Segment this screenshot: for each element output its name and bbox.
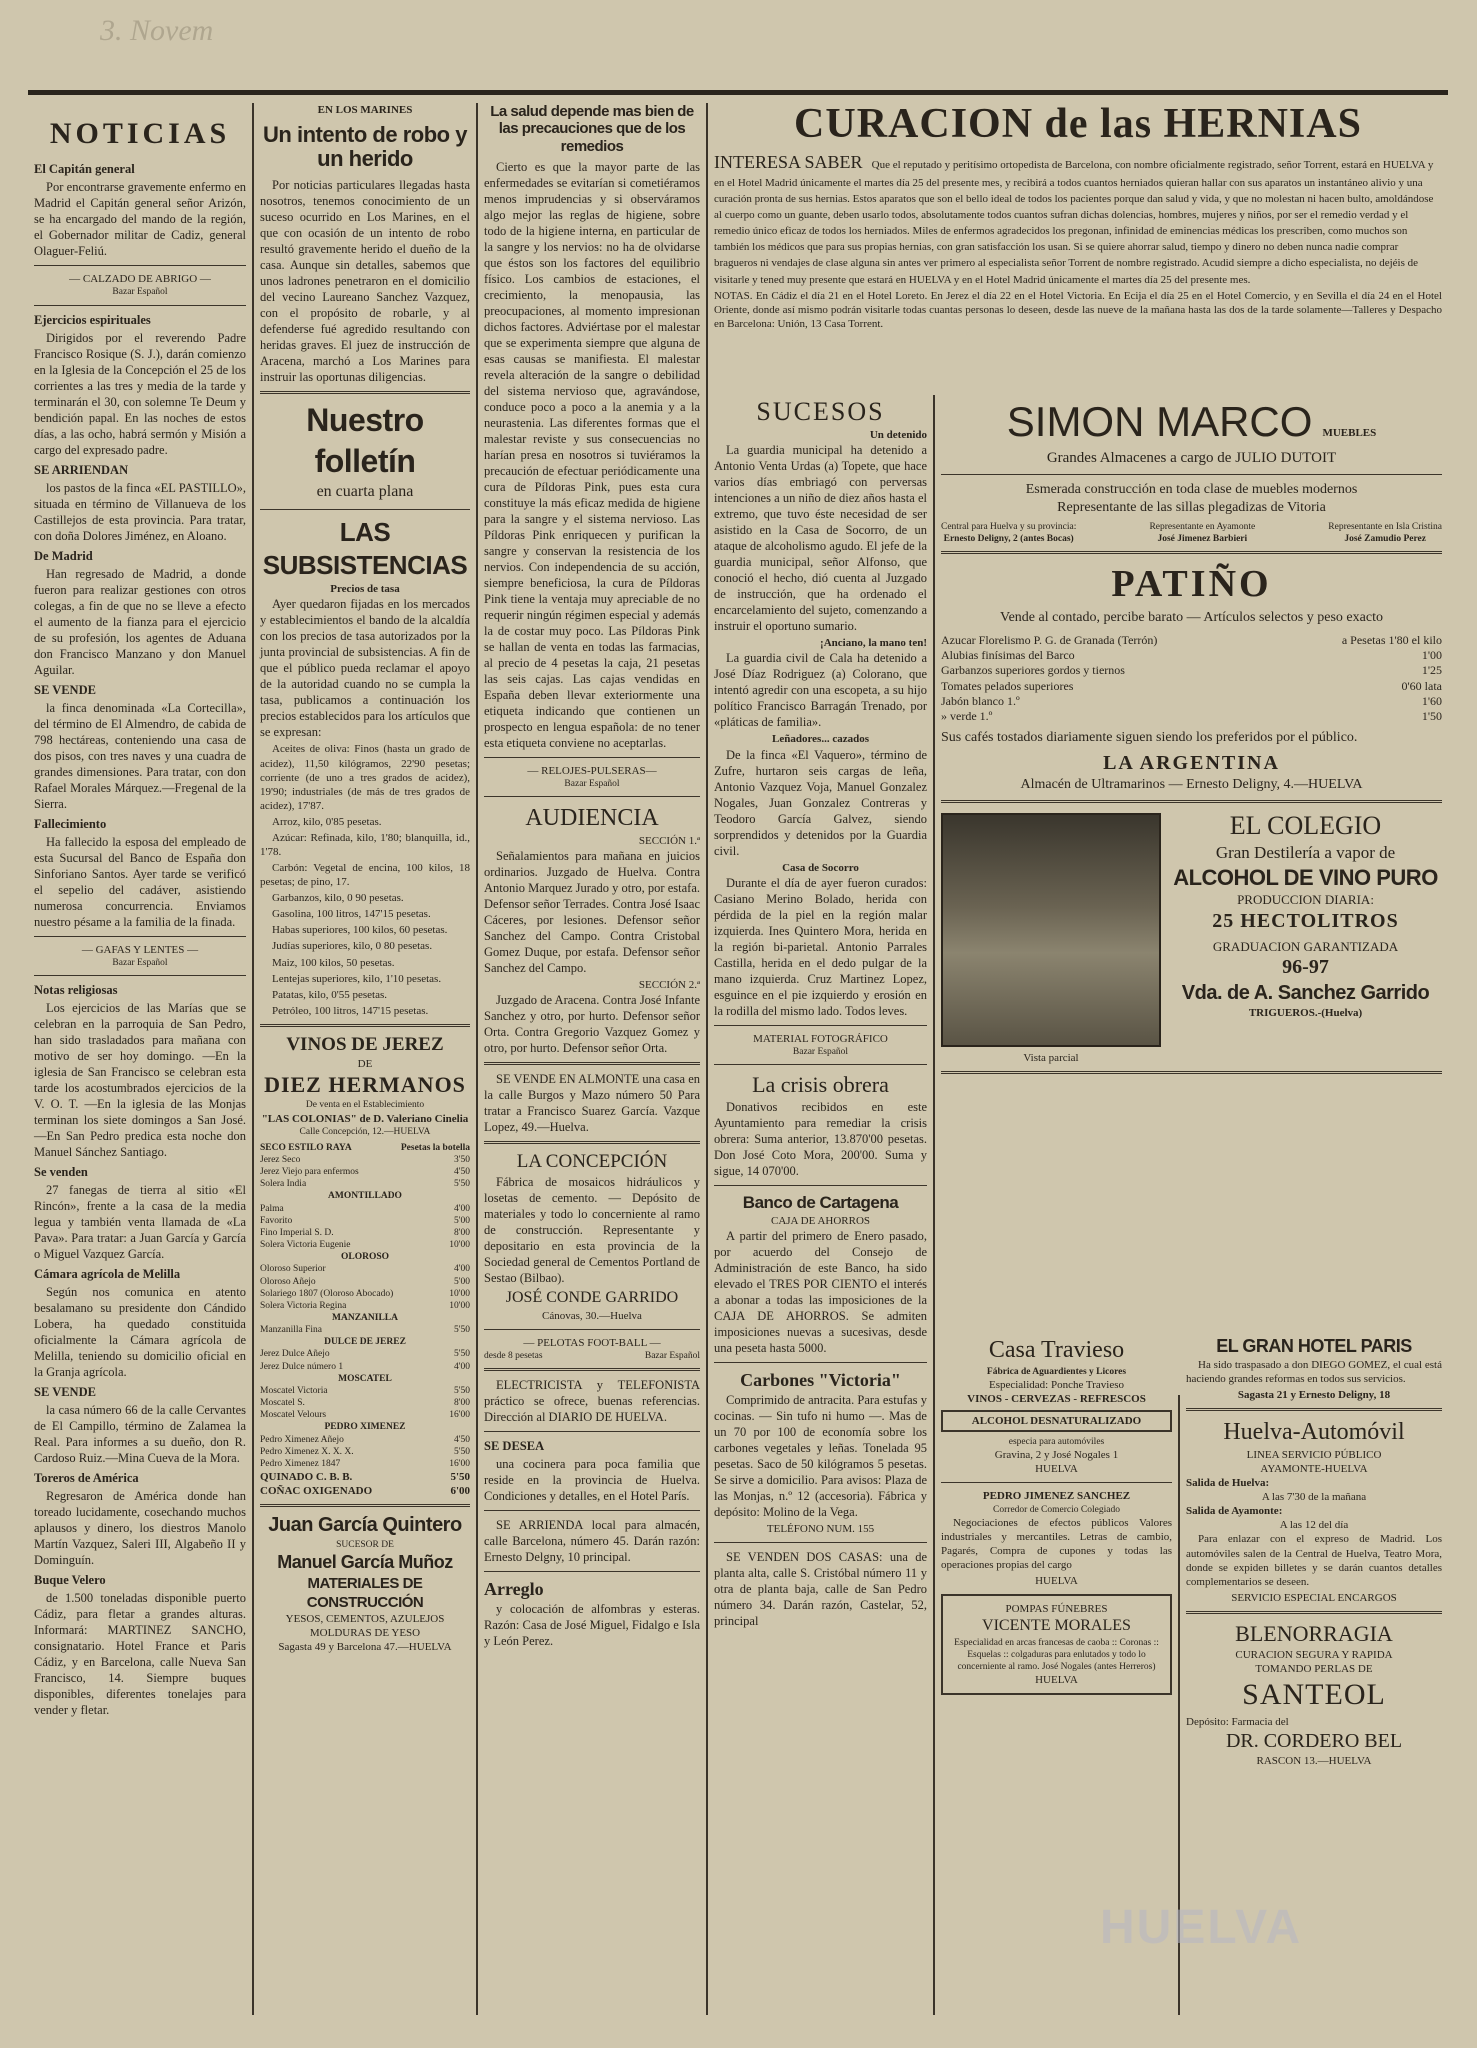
vinos-row xyxy=(260,1166,470,1178)
simon-c2h: Representante en Ayamonte xyxy=(1149,521,1256,532)
vinos-group: PEDRO XIMENEZ xyxy=(324,1422,406,1433)
patino-row xyxy=(941,663,1442,678)
casas-ad: SE VENDEN DOS CASAS: una de planta alta, calle S. Cristóbal número 11 y otra de planta baja, calle de San Pedro número 34. Darán razón, Castelar, 52, principal xyxy=(714,1549,927,1628)
column-marines xyxy=(254,103,476,1655)
vinos-venta: De venta en el Establecimiento xyxy=(305,1100,425,1111)
vinos-estab: "LAS COLONIAS" de D. Valeriano Cinelia xyxy=(261,1112,469,1125)
salud-body: Cierto es que la mayor parte de las enfermedades se evitarían si cometiéramos menos imprudencias y si observáramos algo mejor las reglas de higiene, sobre todo de la higiene interna, en particular de la sangre y los nervios: no ha de olvidarse que éstos son los factores del equilibrio físico. Los cambios de estaciones, el crecimiento, la menopausia, las preocupaciones, al momento impresionan dichos factores. Adviértase por el malestar que se experimenta siempre que alguna de esas causas se manifiesta. El malestar revela alteración de la sangre o debilidad del sistema nervioso que, agravándose, conduce poco a poco a la anemia y a la neurastenia. Las diferentes formas que el malestar reviste y sus consecuencias no harían presa en nosotros si tuviéramos la precaución de efectuar periódicamente una cura de Píldoras Pink, pues esta cura constituye la más eficaz medida de higiene para la sangre y el sistema nervioso. Las Píldoras Pink enriquecen y purifican la sangre y conservan la resistencia de los nervios. Con independencia de su acción, siempre beneficiosa, la cura de Píldoras Pink tiene la ventaja muy apreciable de no requerir ningún régimen especial y además la de costar muy poco. Las Píldoras Pink se hallan de venta en todas las farmacias, al precio de 4 pesetas la caja, 21 pesetas las seis cajas. Las cajas vendidas en España deben llevar exteriormente una etiqueta indicando que contienen un prospecto en lengua española: de no tener esta etiqueta conviene no aceptarlas. xyxy=(484,159,700,750)
blen-l5: DR. CORDERO BEL xyxy=(1225,1729,1403,1752)
hernias-body: Que el reputado y peritísimo ortopedista de Barcelona, con nombre oficialmente registrado, señor Torrent, estará en HUELVA y en el Hotel Madrid únicamente el martes día 25 del presente mes, y recibirá a todos cuantos herniados quieran hallar con sus aparatos un instantáneo alivio y una curación pronta de sus hernias. Estos aparatos que son el bello ideal de todos los pacientes porque dan salud y vida, y que no molestan ni hacen bulto, amoldándose al cuerpo como un guante, deben usarlo todos, absolutamente todos cuantos sufran dichas dolencias, hombres, mujeres y niños, por ser el remedio verdad y el remedio único eficaz de todos los herniados. Miles de enfermos agradecidos los pregonan, infinidad de eminencias médicas los prescriben, como muchos son también los médicos que para sus propias hernias, con gran satisfacción los usan. Si se quiere ahorrar salud, tiempo y dinero no deben nunca nadie comprar bragueros ni vendajes de clase alguna sin antes ver primero al especialista señor Torrent de nombre registrado. Acudid siempre a dicho especialista, no dejéis de visitarle y tened muy presente que estará en HUELVA y en el Hotel Madrid únicamente el martes día 25 del presente mes. xyxy=(714,159,1434,286)
hotel-title: EL GRAN HOTEL PARIS xyxy=(1216,1336,1412,1356)
patino-row xyxy=(941,709,1442,724)
conde-name: JOSÉ CONDE GARRIDO xyxy=(505,1289,679,1307)
vinos-group: MANZANILLA xyxy=(332,1312,398,1323)
column-sucesos xyxy=(708,395,933,1631)
colegio-l7: Vda. de A. Sanchez Garrido xyxy=(1181,981,1430,1004)
vinos-name: Pedro Ximenez X. X. X. xyxy=(260,1446,354,1457)
vinos-price: 4'50 xyxy=(454,1167,470,1178)
price-item: Garbanzos, kilo, 0 90 pesetas. xyxy=(272,892,404,905)
conac-row xyxy=(260,1484,470,1498)
conac-label: COÑAC OXIGENADO xyxy=(260,1485,373,1498)
travieso-l3: VINOS - CERVEZAS - REFRESCOS xyxy=(967,1392,1146,1405)
colegio-l3: PRODUCCION DIARIA: xyxy=(1237,892,1374,908)
vinos-price: 16'00 xyxy=(449,1458,470,1469)
vinos-price: 8'00 xyxy=(454,1398,470,1409)
patino-row xyxy=(941,648,1442,663)
patino-item: Garbanzos superiores gordos y tiernos xyxy=(941,663,1125,678)
pedro-city: HUELVA xyxy=(1035,1574,1078,1587)
price-item: Petróleo, 100 litros, 147'15 pesetas. xyxy=(272,1004,429,1017)
colegio-l2: ALCOHOL DE VINO PURO xyxy=(1173,865,1438,891)
noticia-heading: SE VENDE xyxy=(34,682,96,697)
argentina-addr: Almacén de Ultramarinos — Ernesto Deligny, 4.—HUELVA xyxy=(1020,777,1363,793)
pompas-name: VICENTE MORALES xyxy=(982,1617,1131,1635)
hernias-title: CURACION de las HERNIAS xyxy=(794,101,1362,147)
vinos-name: Jerez Viejo para enfermos xyxy=(260,1167,359,1178)
vinos-group: OLOROSO xyxy=(340,1252,390,1263)
vinos-price: 10'00 xyxy=(449,1300,470,1311)
marines-kicker: EN LOS MARINES xyxy=(317,104,413,116)
newspaper-page xyxy=(28,90,1448,2035)
pelotas-price: desde 8 pesetas xyxy=(484,1350,543,1361)
price-item: Habas superiores, 100 kilos, 60 pesetas. xyxy=(272,924,448,937)
travieso-title: Casa Travieso xyxy=(988,1337,1125,1363)
vinos-price: 8'00 xyxy=(454,1227,470,1238)
simon-c2: José Jimenez Barbieri xyxy=(1157,533,1248,544)
lenadores-body: De la finca «El Vaquero», término de Zufre, hurtaron seis cargas de leña, Antonio Vazquez Voja, Manuel Gonzalez Nogales, Juan Gonzalez Contreras y Teodoro García Galvez, siendo sorprendidos y detenidos por la Guardia civil. xyxy=(714,747,927,858)
vinos-row xyxy=(260,1239,470,1251)
noticia-ad: — CALZADO DE ABRIGO — xyxy=(69,273,211,286)
patino-sub: Vende al contado, percibe barato — Artículos selectos y peso exacto xyxy=(1000,609,1383,625)
patino-item: Tomates pelados superiores xyxy=(941,678,1074,693)
vinos-price: 5'00 xyxy=(454,1276,470,1287)
quinado-row xyxy=(260,1470,470,1484)
quinado-price: 5'50 xyxy=(450,1471,470,1483)
vinos-row xyxy=(260,1446,470,1458)
vinos-name: Favorito xyxy=(260,1215,293,1226)
simon-c3: José Zamudio Perez xyxy=(1344,533,1426,544)
anciano-heading: ¡Anciano, la mano ten! xyxy=(820,637,927,650)
quintero-sub2: MOLDURAS DE YESO xyxy=(309,1627,421,1640)
vinos-price: 5'50 xyxy=(454,1446,470,1457)
subsistencias-kicker: Precios de tasa xyxy=(330,583,400,596)
simon-c3h: Representante en Isla Cristina xyxy=(1328,521,1442,532)
vinos-price: 16'00 xyxy=(449,1410,470,1421)
vinos-name: Jerez Seco xyxy=(260,1154,301,1165)
noticia-body: la casa número 66 de la calle Cervantes de El Campillo, término de Zalamea la Real. Para informes a su dueño, don R. Cardoso Ruiz.—Mina Cueva de la Mora. xyxy=(34,1402,246,1465)
marines-body: Por noticias particulares llegadas hasta nosotros, tenemos conocimiento de un suceso ocurrido en Los Marines, en el que con ocasión de un intento de robo resultó gravemente herido el dueño de la casa. Aunque sin detalles, sabemos que unos ladrones penetraron en el domicilio del vecino Laureano Sanchez Vazquez, con el propósito de robarle, y al defenderse fué agredido resultando con heridas graves. El juez de instrucción de Aracena, marchó a Los Marines para instruir las oportunas diligencias. xyxy=(260,178,470,385)
patino-price: 1'50 xyxy=(1421,709,1442,724)
sec2-title: SECCIÓN 2.ª xyxy=(638,978,700,991)
vinos-row xyxy=(260,1288,470,1300)
blen-l4: Depósito: Farmacia del xyxy=(1186,1715,1289,1728)
carbones-title: Carbones "Victoria" xyxy=(740,1369,901,1390)
vinos-name: Palma xyxy=(260,1203,284,1214)
noticia-body: Dirigidos por el reverendo Padre Francisco Rosique (S. J.), darán comienzo en la Iglesia de la Concepción el 25 de los corrientes a las tres y media de la tarde y terminarán el 30, con solemne Te Deum y bendición papal. En las noches de estos días, a las ocho, habrá sermón y Misión a cargo del expresado padre. xyxy=(34,330,246,457)
simon-l1: Esmerada construcción en toda clase de muebles modernos xyxy=(1025,481,1358,497)
subsistencias-title: LAS SUBSISTENCIAS xyxy=(262,516,468,581)
noticia-heading: El Capitán general xyxy=(34,162,135,177)
noticia-heading: Notas religiosas xyxy=(34,982,118,997)
vinos-price: 10'00 xyxy=(449,1288,470,1299)
hotel-body: Ha sido traspasado a don DIEGO GOMEZ, el cual está haciendo grandes reformas en todos sus servicios. xyxy=(1186,1359,1442,1386)
noticia-heading: Cámara agrícola de Melilla xyxy=(34,1266,181,1281)
header-stamp: 3. Novem xyxy=(100,14,214,47)
vinos-row xyxy=(260,1276,470,1288)
noticia-body: Han regresado de Madrid, a donde fueron para realizar gestiones con otros colegas, a fin de que no se lleve a efecto el aumento de la fianza para el ejercicio de su profesión, los agentes de Aduana don Francisco Manzano y don Manuel Aguilar. xyxy=(34,566,246,677)
carbones-body: Comprimido de antracita. Para estufas y cocinas. — Sin tufo ni humo —. Mas de un 70 por 100 de economía sobre los carbones vegetales y leñas. Tonelada 95 pesetas. Saco de 50 kilógramos 5 pesetas. Se sirve a domicilio. Para avisos: Plaza de las Monjas, n.º 12 (accesoria). Fábrica y depósito: Molino de la Vega. xyxy=(714,1392,927,1519)
patino-price: 0'60 lata xyxy=(1401,678,1442,693)
vinos-name: Solera India xyxy=(260,1179,307,1190)
vinos-row xyxy=(260,1227,470,1239)
divider xyxy=(34,265,246,266)
argentina-title: LA ARGENTINA xyxy=(1103,751,1280,774)
vinos-name: Oloroso Superior xyxy=(260,1264,326,1275)
noticia-body: Según nos comunica en atento besalamano su presidente don Cándido Lobera, ha quedado constituida oficialmente la Cámara agrícola de Melilla, teniendo su domicilio oficial en la Granja agrícola. xyxy=(34,1284,246,1379)
pedro-title: PEDRO JIMENEZ SANCHEZ xyxy=(982,1490,1131,1503)
concepcion-title: LA CONCEPCIÓN xyxy=(516,1150,668,1172)
hotel-addr: Sagasta 21 y Ernesto Deligny, 18 xyxy=(1237,1389,1391,1402)
quinado-label: QUINADO C. B. B. xyxy=(260,1471,353,1483)
column-travieso xyxy=(935,1335,1178,1699)
quintero-sucesor: SUCESOR DE xyxy=(336,1539,394,1550)
auto-l3: Salida de Huelva: xyxy=(1186,1477,1270,1490)
auto-l1: LINEA SERVICIO PÚBLICO xyxy=(1246,1448,1382,1461)
banco-title: Banco de Cartagena xyxy=(742,1192,899,1212)
vinos-row xyxy=(260,1178,470,1190)
vinos-price: 5'50 xyxy=(454,1179,470,1190)
price-item: Gasolina, 100 litros, 147'15 pesetas. xyxy=(272,908,431,921)
auto-body: Para enlazar con el expreso de Madrid. Los automóviles salen de la Central de Huelva, Teatro Mora, donde se expiden billetes y se darán cuantos detalles complementarios se deseen. xyxy=(1186,1533,1442,1588)
detenido-heading: Un detenido xyxy=(869,429,927,442)
banco-sub: CAJA DE AHORROS xyxy=(770,1214,871,1227)
socorro-body: Durante el día de ayer fueron curados: Casiano Merino Bolado, herida con pérdida de la piel en la región malar izquierda. Ines Quintero Mora, herida en la región bi-parietal. Antonio Parrales Castilla, herida en el dedo pulgar de la mano izquierda. Cruz Martinez Lopez, esguince en el pie izquierdo y erosión en la rodilla del mismo lado. Todos leves. xyxy=(714,875,927,1018)
subsistencias-body: Ayer quedaron fijadas en los mercados y establecimientos el bando de la alcaldía con los precios de tasa autorizados por la junta provincial de subsistencias. A fin de que el público pueda reclamar el apoyo de la autoridad cuando no se cumpla la tasa, publicamos a continuación los precios establecidos para los artículos que se expresan: xyxy=(260,597,470,740)
colegio-l4: 25 HECTOLITROS xyxy=(1212,909,1399,932)
patino-item: Alubias finísimas del Barco xyxy=(941,647,1075,662)
hernias-ad xyxy=(708,103,1448,331)
noticia-body: los pastos de la finca «EL PASTILLO», situada en término de Villanueva de los Castillejos de esta provincia. Para tratar, con doña Dolores Jiménez, en Aloano. xyxy=(34,480,246,543)
noticia-heading: De Madrid xyxy=(34,548,93,563)
photo-caption: Vista parcial xyxy=(1023,1052,1079,1065)
detenido-body: La guardia municipal ha detenido a Antonio Venta Urdas (a) Topete, que hace varios días embriagó con perversas intenciones a un niño de diez años hasta el extremo, que tuvo éste necesidad de ser asistido en la Casa de Socorro, de un ataque de alcoholismo agudo. El jefe de la guardia municipal, señor Alfonso, que conoció el hecho, dió cuenta al Juzgado de instrucción, que ha ordenado el encarcelamiento del sujeto, comenzando a instruir el oportuno sumario. xyxy=(714,443,927,634)
price-list xyxy=(260,742,470,1017)
auto-l4: A las 7'30 de la mañana xyxy=(1261,1491,1367,1504)
folletin-title: Nuestro folletín xyxy=(306,402,424,480)
vinos-price: 5'00 xyxy=(454,1215,470,1226)
divider xyxy=(34,975,246,976)
vinos-price: 4'00 xyxy=(454,1361,470,1372)
fotografico-ad: MATERIAL FOTOGRÁFICO xyxy=(753,1032,888,1045)
patino-row xyxy=(941,679,1442,694)
patino-item: » verde 1.º xyxy=(941,709,993,724)
pedro-body: Negociaciones de efectos públicos Valores industriales y mercantiles. Letras de cambio, Pagarés, Compra de cupones y todas las operaciones propias del cargo xyxy=(941,1516,1172,1571)
colegio-l1: Gran Destilería a vapor de xyxy=(1215,843,1396,863)
patino-price-list xyxy=(941,633,1442,725)
column-hotel xyxy=(1180,1335,1448,1768)
sec1-title: SECCIÓN 1.ª xyxy=(638,834,700,847)
pompas-title: POMPAS FÚNEBRES xyxy=(1005,1603,1108,1616)
noticia-ad: — GAFAS Y LENTES — xyxy=(81,943,199,956)
column-noticias xyxy=(28,103,252,1720)
arreglo-heading: Arreglo xyxy=(484,1578,544,1599)
auto-l5: Salida de Ayamonte: xyxy=(1186,1505,1283,1518)
vinos-name: Solera Victoria Regina xyxy=(260,1300,347,1311)
blen-title: BLENORRAGIA xyxy=(1235,1620,1393,1646)
hernias-notas: NOTAS. En Cádiz el día 21 en el Hotel Loreto. En Jerez el día 22 en el Hotel Victoria. En Ecija el día 25 en el Hotel Comercio, y en Sevilla el día 24 en el Hotel Oriente, donde así mismo podrán visitarle todas cuantas personas lo deseen, desde las nueve de la mañana hasta las dos de la tarde solamente—Talleres y Despacho en Barcelona: Unión, 13 Casa Torrent. xyxy=(714,289,1442,330)
patino-price: 1'25 xyxy=(1421,663,1442,678)
vinos-price: 3'50 xyxy=(454,1154,470,1165)
noticias-list xyxy=(34,161,246,1717)
patino-item: Jabón blanco 1.º xyxy=(941,694,1020,709)
patino-item: Azucar Florelismo P. G. de Granada (Terrón) xyxy=(941,632,1158,647)
vinos-name: Pedro Ximenez 1847 xyxy=(260,1458,341,1469)
vinos-row xyxy=(260,1434,470,1446)
relojes-sub: Bazar Español xyxy=(564,778,620,789)
vinos-name: Moscatel S. xyxy=(260,1398,305,1409)
patino-row xyxy=(941,694,1442,709)
noticia-ad-sub: Bazar Español xyxy=(112,287,168,298)
vinos-row xyxy=(260,1154,470,1166)
anciano-body: La guardia civil de Cala ha detenido a José Díaz Rodriguez (a) Colorano, que intentó agredir con una escopeta, a su hijo político Francisco Barragán Trenado, por «pláticas de familia». xyxy=(714,651,927,730)
noticia-heading: Buque Velero xyxy=(34,1572,106,1587)
almonte-ad: SE VENDE EN ALMONTE una casa en la calle Burgos y Mazo número 50 Para tratar a Francisco Suarez García. Vazque Lopez, 49.—Huelva. xyxy=(484,1071,700,1134)
vinos-brand: DIEZ HERMANOS xyxy=(264,1072,466,1098)
colegio-l6: 96-97 xyxy=(1282,956,1329,979)
vinos-name: Solariego 1807 (Oloroso Abocado) xyxy=(260,1288,394,1299)
patino-price: 1'60 xyxy=(1421,694,1442,709)
vinos-col-right: Pesetas la botella xyxy=(400,1142,470,1153)
auto-l6: A las 12 del día xyxy=(1279,1519,1349,1532)
pompas-ad xyxy=(941,1594,1172,1695)
blen-l2: TOMANDO PERLAS DE xyxy=(1255,1663,1373,1676)
crisis-title: La crisis obrera xyxy=(752,1071,889,1097)
patino-title: PATIÑO xyxy=(1111,563,1272,606)
vinos-col-left: SECO ESTILO RAYA xyxy=(260,1142,352,1153)
quintero-name: Juan García Quintero xyxy=(268,1514,462,1537)
vinos-price: 5'50 xyxy=(454,1325,470,1336)
vinos-price: 4'00 xyxy=(454,1203,470,1214)
vinos-price: 4'00 xyxy=(454,1264,470,1275)
simon-l2: Representante de las sillas plegadizas de Vitoria xyxy=(1057,499,1326,515)
desea-body: una cocinera para poca familia que reside en la provincia de Huelva. Condiciones y detalles, en el Hotel París. xyxy=(484,1456,700,1503)
noticia-heading: Ejercicios espirituales xyxy=(34,312,151,327)
vinos-name: Jerez Dulce número 1 xyxy=(260,1361,344,1372)
patino-ad xyxy=(941,560,1442,794)
travieso-l6: Gravina, 2 y José Nogales 1 xyxy=(994,1449,1119,1462)
price-item: Arroz, kilo, 0'85 pesetas. xyxy=(272,815,382,828)
vinos-name: Moscatel Velours xyxy=(260,1410,327,1421)
concepcion-body: Fábrica de mosaicos hidráulicos y losetas de cemento. — Depósito de materiales y todo lo concerniente al ramo de construcción. Representante y depositario en esta provincia de la Sociedad general de Cementos Portland de Sestao (Bilbao). xyxy=(484,1175,700,1286)
price-item: Maiz, 100 kilos, 50 pesetas. xyxy=(272,956,395,969)
arreglo-body: y colocación de alfombras y esteras. Razón: Casa de José Miguel, Fidalgo e Isla y León Perez. xyxy=(484,1601,700,1648)
vinos-row xyxy=(260,1300,470,1312)
vinos-row xyxy=(260,1215,470,1227)
conde-addr: Cánovas, 30.—Huelva xyxy=(542,1309,642,1322)
pelotas-store: Bazar Español xyxy=(644,1350,700,1361)
simon-sub: Grandes Almacenes a cargo de JULIO DUTOIT xyxy=(1046,449,1337,466)
audiencia-title: AUDIENCIA xyxy=(525,804,659,831)
colegio-title: EL COLEGIO xyxy=(1229,811,1382,841)
fotografico-sub: Bazar Español xyxy=(792,1046,849,1057)
distillery-photo xyxy=(941,813,1161,1047)
sec2-body: Juzgado de Aracena. Contra José Infante Sanchez y otro, por hurto. Defensor señor Orta. Contra Gregorio Vazquez Gomez y otro, por hurto. Defensor señor Orta. xyxy=(484,992,700,1055)
travieso-l4: ALCOHOL DESNATURALIZADO xyxy=(941,1410,1172,1432)
vinos-group: DULCE DE JEREZ xyxy=(324,1337,406,1348)
noticia-heading: SE VENDE xyxy=(34,1384,96,1399)
vinos-name: Manzanilla Fina xyxy=(260,1325,322,1336)
colegio-l5: GRADUACION GARANTIZADA xyxy=(1212,938,1399,954)
vinos-price: 5'50 xyxy=(454,1385,470,1396)
vinos-group: AMONTILLADO xyxy=(328,1191,402,1202)
price-item: Azúcar: Refinada, kilo, 1'80; blanquilla, id., 1'78. xyxy=(260,831,470,858)
archive-watermark: HUELVA xyxy=(1100,1901,1303,1954)
auto-title: Huelva-Automóvil xyxy=(1223,1419,1405,1446)
simon-muebles: MUEBLES xyxy=(1322,427,1377,439)
simon-c1h: Central para Huelva y su provincia: xyxy=(941,521,1077,532)
divider xyxy=(34,305,246,306)
divider xyxy=(34,936,246,937)
sec1-body: Señalamientos para mañana en juicios ordinarios. Juzgado de Huelva. Contra Antonio Marquez Jurado y otro, por estafa. Defensor señor Terrades. Contra José Isaac Cáceres, por lesiones. Defensor señor Sanchez del Campo. Contra Cristobal Gomez Duque, por estafa. Defensor señor Sanchez del Campo. xyxy=(484,848,700,975)
travieso-l5: especia para automóviles xyxy=(1008,1437,1105,1448)
noticia-heading: Se venden xyxy=(34,1164,88,1179)
patino-price: 1'00 xyxy=(1421,647,1442,662)
socorro-heading: Casa de Socorro xyxy=(782,861,859,874)
vinos-row xyxy=(260,1263,470,1275)
vinos-row xyxy=(260,1458,470,1470)
vinos-row xyxy=(260,1409,470,1421)
pedro-l1: Corredor de Comercio Colegiado xyxy=(993,1504,1120,1515)
price-item: Patatas, kilo, 0'55 pesetas. xyxy=(272,988,388,1001)
relojes-ad: — RELOJES-PULSERAS— xyxy=(527,764,657,777)
noticia-heading: SE ARRIENDAN xyxy=(34,462,129,477)
travieso-l2: Especialidad: Ponche Travieso xyxy=(988,1378,1125,1391)
colegio-ad xyxy=(941,809,1442,1065)
vinos-row xyxy=(260,1397,470,1409)
telefono: TELÉFONO NUM. 155 xyxy=(766,1522,875,1535)
noticia-body: de 1.500 toneladas disponible puerto Cádiz, para fletar a grandes alturas. Informará: MARTINEZ SANCHO, consignatario. Hotel France et Paris Cádiz, y en Barcelona, calle Nueva San Francisco, 14. Siempre buques disponibles, diferentes tonelajes para vender y fletar. xyxy=(34,1590,246,1717)
price-item: Aceites de oliva: Finos (hasta un grado de acidez), 11,50 kilógramos, 22'90 pesetas; corriente (de uno a tres grados de acidez), 19'90; industriales (de más de tres grados de acidez), 17'87. xyxy=(260,743,470,812)
vinos-addr: Calle Concepción, 12.—HUELVA xyxy=(299,1126,431,1137)
vinos-price: 4'50 xyxy=(454,1434,470,1445)
pompas-body: Especialidad en arcas francesas de caoba :: Coronas :: Esquelas :: colgaduras para enlutados y todo lo concerniente al ramo. José Nogales (antes Herreros) xyxy=(954,1637,1159,1672)
simon-title: SIMON MARCO xyxy=(1006,398,1313,445)
noticia-body: la finca denominada «La Cortecilla», del término de El Almendro, de cabida de 798 hectáreas, conteniendo una casa de dos pisos, con tres naves y una cuadra de grandes dimensiones. Para tratar, con don Rafael Morales Márquez.—Fregenal de la Sierra. xyxy=(34,700,246,811)
noticia-body: Regresaron de América donde han toreado lucidamente, cosechando muchos aplausos y dinero, los diestros Manolo Martín Vazquez, Saleri III, Algabeño II y Dominguín. xyxy=(34,1488,246,1567)
vinos-price: 5'50 xyxy=(454,1349,470,1360)
vinos-name: Jerez Dulce Añejo xyxy=(260,1349,330,1360)
salud-headline: La salud depende mas bien de las precauciones que de los remedios xyxy=(490,103,694,155)
pelotas-ad: — PELOTAS FOOT-BALL — xyxy=(523,1336,661,1349)
electricista-ad: ELECTRICISTA y TELEFONISTA práctico se ofrece, buenas referencias. Dirección al DIARIO DE HUELVA. xyxy=(484,1377,700,1424)
noticia-heading: Toreros de América xyxy=(34,1470,139,1485)
noticia-ad-sub: Bazar Español xyxy=(112,957,168,968)
crisis-body: Donativos recibidos en este Ayuntamiento para remediar la crisis obrera: Suma anterior, 13.870'00 pesetas. Don José Coto Mora, 200'00. Suma y sigue, 14 070'00. xyxy=(714,1099,927,1178)
vinos-list xyxy=(260,1154,470,1470)
price-item: Lentejas superiores, kilo, 1'10 pesetas. xyxy=(272,972,442,985)
patino-price: a Pesetas 1'80 el kilo xyxy=(1341,632,1442,647)
conac-price: 6'00 xyxy=(450,1485,470,1498)
vinos-name: Pedro Ximenez Añejo xyxy=(260,1434,344,1445)
sucesos-title: SUCESOS xyxy=(756,397,885,426)
hernias-interesa: INTERESA SABER xyxy=(714,152,863,172)
lenadores-heading: Leñadores... cazados xyxy=(772,733,869,746)
travieso-l7: HUELVA xyxy=(1035,1463,1078,1476)
noticias-title: NOTICIAS xyxy=(49,117,231,150)
vinos-title: VINOS DE JEREZ xyxy=(286,1033,444,1055)
vinos-group: MOSCATEL xyxy=(338,1373,392,1384)
blen-l3: SANTEOL xyxy=(1242,1678,1386,1712)
colegio-l8: TRIGUEROS.-(Huelva) xyxy=(1248,1007,1363,1020)
noticia-body: Los ejercicios de las Marías que se celebran en la parroquia de San Pedro, han sido trasladados para mañana con motivo de ser hoy domingo. —En la iglesia de San Francisco se celebran esta tarde los acostumbrados ejercicios de la V. O. T. —En la iglesia de las Monjas terminan los siete domingos a San José. —En San Pedro predica esta noche don Manuel Sánchez Santiago. xyxy=(34,1000,246,1159)
marines-headline: Un intento de robo y un herido xyxy=(263,122,467,172)
vinos-row xyxy=(260,1385,470,1397)
noticia-body: Por encontrarse gravemente enfermo en Madrid el Capitán general señor Arizón, se ha encargado del mando de la región, el Gobernador militar de Cadiz, general Olaguer-Feliú. xyxy=(34,180,246,259)
column-salud xyxy=(478,103,706,1651)
patino-cafes: Sus cafés tostados diariamente siguen siendo los preferidos por el público. xyxy=(941,729,1358,745)
auto-l2: AYAMONTE-HUELVA xyxy=(1260,1463,1368,1476)
vinos-row xyxy=(260,1348,470,1360)
desea-heading: SE DESEA xyxy=(484,1438,545,1453)
simon-c1: Ernesto Deligny, 2 (antes Bocas) xyxy=(943,533,1074,544)
price-item: Carbón: Vegetal de encina, 100 kilos, 18 pesetas; de pino, 17. xyxy=(260,862,470,889)
noticia-body: 27 fanegas de tierra al sitio «El Rincón», frente a la casa de la media legua y también venta llamada de «La Pava». Para tratar: a Juan García y García o Miguel Vazquez García. xyxy=(34,1182,246,1261)
vinos-row xyxy=(260,1324,470,1336)
vinos-name: Solera Victoria Eugenie xyxy=(260,1240,351,1251)
blen-l1: CURACION SEGURA Y RAPIDA xyxy=(1235,1649,1393,1661)
quintero-mat: MATERIALES DE CONSTRUCCIÓN xyxy=(306,1574,424,1612)
noticia-body: Ha fallecido la esposa del empleado de esta Sucursal del Banco de España don Sinforiano Santos. Ayer tarde se verificó el sepelio del cadáver, asistiendo numerosa concurrencia. Enviamos nuestro pésame a la familia de la finada. xyxy=(34,834,246,929)
folletin-sub: en cuarta plana xyxy=(316,483,414,501)
vinos-row xyxy=(260,1361,470,1373)
quintero-succ: Manuel García Muñoz xyxy=(277,1551,453,1572)
pompas-city: HUELVA xyxy=(1035,1674,1078,1687)
vinos-name: Oloroso Añejo xyxy=(260,1276,316,1287)
quintero-addr: Sagasta 49 y Barcelona 47.—HUELVA xyxy=(278,1641,452,1654)
auto-l7: SERVICIO ESPECIAL ENCARGOS xyxy=(1231,1591,1397,1604)
vinos-name: Moscatel Victoria xyxy=(260,1385,328,1396)
arrienda-ad: SE ARRIENDA local para almacén, calle Barcelona, número 45. Darán razón: Ernesto Delgny, 10 principal. xyxy=(484,1517,700,1564)
vinos-price: 10'00 xyxy=(449,1240,470,1251)
vinos-name: Fino Imperial S. D. xyxy=(260,1227,334,1238)
patino-row xyxy=(941,633,1442,648)
noticia-heading: Fallecimiento xyxy=(34,816,107,831)
price-item: Judías superiores, kilo, 0 80 pesetas. xyxy=(272,940,433,953)
blen-l6: RASCON 13.—HUELVA xyxy=(1256,1755,1372,1768)
vinos-de: DE xyxy=(357,1058,373,1071)
quintero-sub: YESOS, CEMENTOS, AZULEJOS xyxy=(285,1613,445,1626)
travieso-l1: Fábrica de Aguardientes y Licores xyxy=(986,1366,1127,1377)
simon-marco-ad xyxy=(935,395,1448,1080)
vinos-row xyxy=(260,1203,470,1215)
banco-body: A partir del primero de Enero pasado, por acuerdo del Consejo de Administración de este Banco, ha sido elevado el TRES POR CIENTO el interés a abonar a todas las imposiciones de la CAJA DE AHORROS. Se admiten imposiciones nuevas a sucesivas, desde una peseta hasta 5000. xyxy=(714,1228,927,1355)
